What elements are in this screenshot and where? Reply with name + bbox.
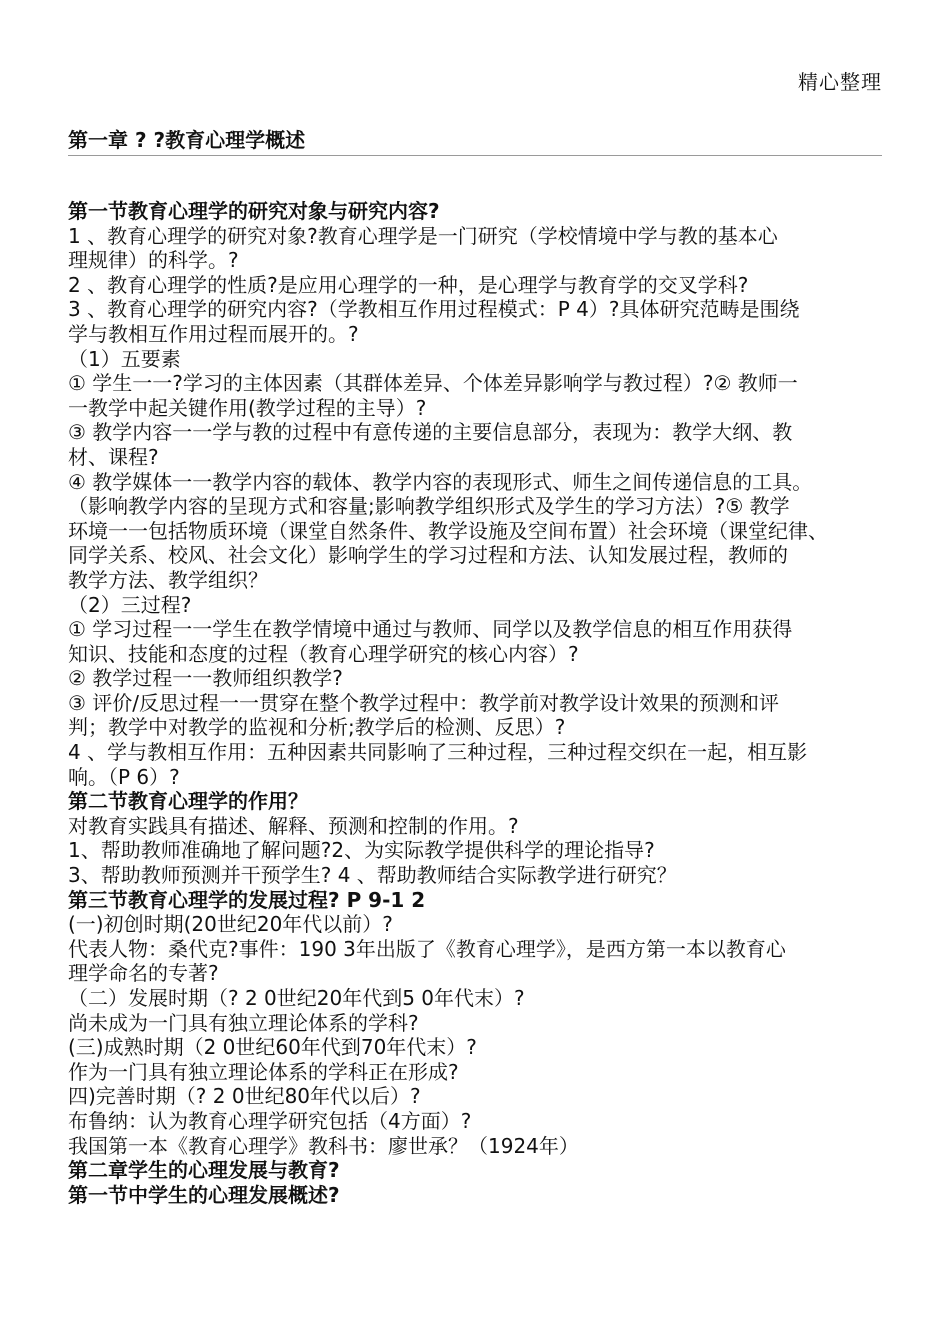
body-text-line: （1）五要素 — [68, 346, 181, 371]
body-text-line: 判；教学中对教学的监视和分析;教学后的检测、反思）? — [68, 715, 566, 740]
body-text-line: 3 、教育心理学的研究内容?（学教相互作用过程模式：P 4）?具体研究范畴是围绕 — [68, 297, 800, 322]
body-text-line: 1 、教育心理学的研究对象?教育心理学是一门研究（学校情境中学与教的基本心 — [68, 223, 778, 248]
body-text-line: 四)完善时期（? 2 0世纪80年代以后）? — [68, 1084, 421, 1109]
page-header-text: 精心整理 — [798, 70, 882, 94]
section-heading-line: 第三节教育心理学的发展过程? P 9-1 2 — [68, 887, 426, 912]
section-heading-line: 第二节教育心理学的作用？ — [68, 789, 308, 814]
body-text-line: 布鲁纳：认为教育心理学研究包括（4方面）? — [68, 1108, 472, 1133]
body-text-line: 教学方法、教学组织？ — [68, 567, 268, 592]
section-heading-line: 第二章学生的心理发展与教育? — [68, 1158, 340, 1183]
body-text-line: （影响教学内容的呈现方式和容量;影响教学组织形式及学生的学习方法）?⑤ 教学 — [68, 494, 790, 519]
body-text-line: 材、课程? — [68, 444, 159, 469]
body-text-line: 4 、学与教相互作用：五种因素共同影响了三种过程，三种过程交织在一起，相互影 — [68, 740, 808, 765]
body-text-line: (一)初创时期(20世纪20年代以前）? — [68, 912, 393, 937]
body-text-line: 2 、教育心理学的性质?是应用心理学的一种，是心理学与教育学的交叉学科? — [68, 272, 749, 297]
body-text-line: 尚未成为一门具有独立理论体系的学科? — [68, 1010, 419, 1035]
section-heading-line: 第一节中学生的心理发展概述? — [68, 1182, 340, 1207]
body-text-line: 代表人物：桑代克?事件：190 3年出版了《教育心理学》，是西方第一本以教育心 — [68, 936, 786, 961]
body-text-line: 响。（P 6）? — [68, 764, 180, 789]
body-text-line: （2）三过程? — [68, 592, 192, 617]
body-text-line: 知识、技能和态度的过程（教育心理学研究的核心内容）? — [68, 641, 579, 666]
body-text-line: 对教育实践具有描述、解释、预测和控制的作用。? — [68, 813, 519, 838]
body-text-line: 理学命名的专著? — [68, 961, 219, 986]
body-text-line: ③ 教学内容一一学与教的过程中有意传递的主要信息部分，表现为：教学大纲、教 — [68, 420, 793, 445]
body-text-line: 同学关系、校风、社会文化）影响学生的学习过程和方法、认知发展过程，教师的 — [68, 543, 788, 568]
chapter-title: 第一章 ? ?教育心理学概述 — [68, 124, 882, 156]
body-text-line: ③ 评价/反思过程一一贯穿在整个教学过程中：教学前对教学设计效果的预测和评 — [68, 690, 780, 715]
body-text-line: （二）发展时期（? 2 0世纪20年代到5 0年代末）? — [68, 986, 525, 1010]
body-text-line: 我国第一本《教育心理学》教科书：廖世承？（1924年） — [68, 1133, 579, 1158]
section-heading-line: 第一节教育心理学的研究对象与研究内容? — [68, 199, 440, 223]
document-body — [68, 199, 884, 1207]
body-text-line: (三)成熟时期（2 0世纪60年代到70年代末）? — [68, 1035, 477, 1060]
body-text-line: 作为一门具有独立理论体系的学科正在形成? — [68, 1059, 459, 1084]
body-text-line: 3、帮助教师预测并干预学生? 4 、帮助教师结合实际教学进行研究？ — [68, 863, 677, 888]
body-text-line: ① 学习过程一一学生在教学情境中通过与教师、同学以及教学信息的相互作用获得 — [68, 617, 793, 642]
body-text-line: 学与教相互作用过程而展开的。? — [68, 321, 359, 346]
body-text-line: 一教学中起关键作用(教学过程的主导）? — [68, 395, 427, 420]
body-text-line: ④ 教学媒体一一教学内容的载体、教学内容的表现形式、师生之间传递信息的工具。 — [68, 469, 813, 494]
body-text-line: 1、帮助教师准确地了解问题?2、为实际教学提供科学的理论指导? — [68, 838, 655, 863]
body-text-line: ① 学生一一?学习的主体因素（其群体差异、个体差异影响学与教过程）?② 教师一 — [68, 371, 798, 396]
body-text-line: 理规律）的科学。? — [68, 248, 239, 273]
body-text-line: 环境一一包括物质环境（课堂自然条件、教学设施及空间布置）社会环境（课堂纪律、 — [68, 518, 828, 543]
body-text-line: ② 教学过程一一教师组织教学? — [68, 666, 343, 691]
